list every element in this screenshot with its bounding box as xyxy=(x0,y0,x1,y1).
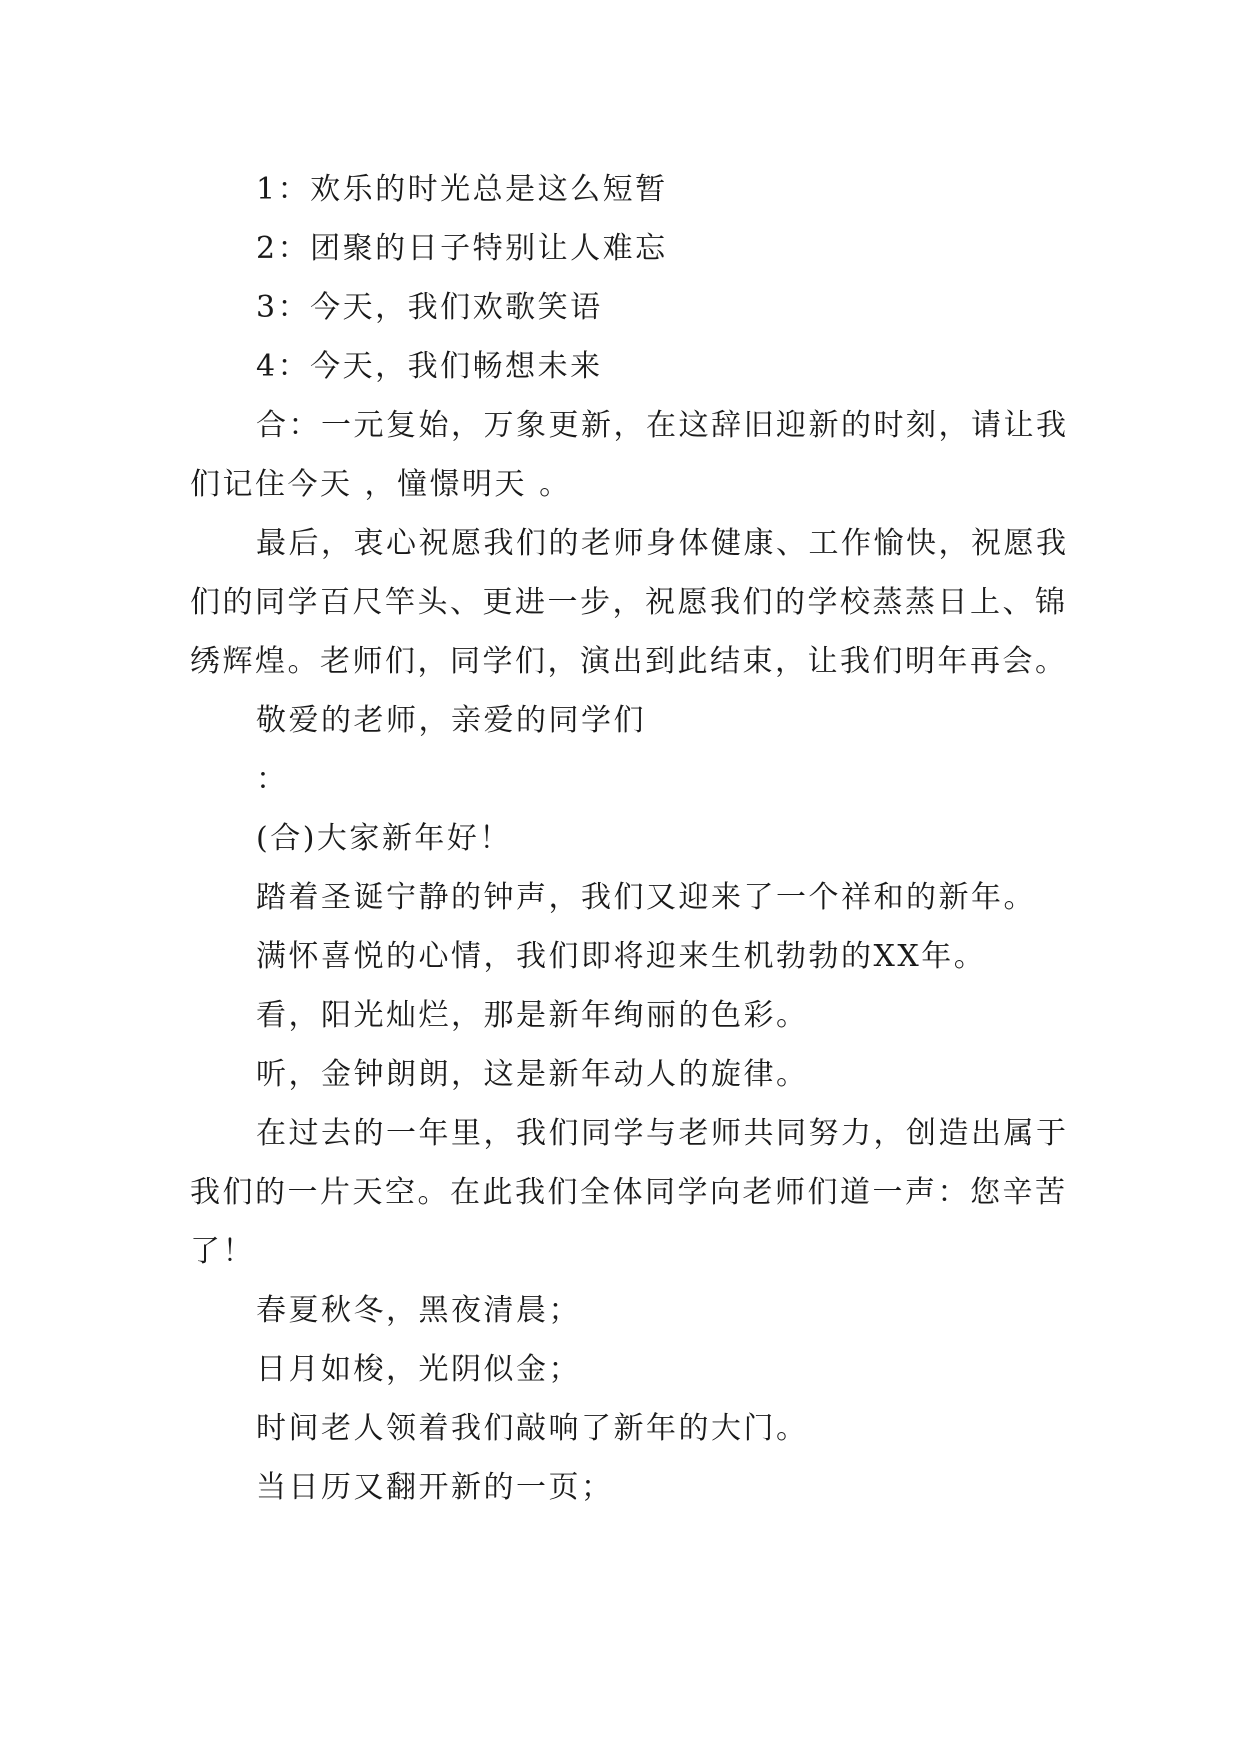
paragraph-sunshine: 看，阳光灿烂，那是新年绚丽的色彩。 xyxy=(256,998,809,1033)
paragraph-past-year: 在过去的一年里，我们同学与老师共同努力，创造出属于我们的一片天空。在此我们全体同学向老师们道一声：您辛苦了！ xyxy=(190,1116,1069,1269)
paragraph-joyful-mood: 满怀喜悦的心情，我们即将迎来生机勃勃的XX年。 xyxy=(256,939,987,974)
paragraph-line-3: 3：今天，我们欢歌笑语 xyxy=(256,290,603,325)
paragraph-golden-bell: 听，金钟朗朗，这是新年动人的旋律。 xyxy=(256,1057,809,1092)
paragraph-greeting: (合)大家新年好！ xyxy=(256,821,512,856)
paragraph-time-flies: 日月如梭，光阴似金； xyxy=(256,1352,581,1387)
paragraph-chorus: 合：一元复始，万象更新，在这辞旧迎新的时刻，请让我们记住今天 ，憧憬明天 。 xyxy=(190,408,1069,502)
paragraph-line-1: 1：欢乐的时光总是这么短暂 xyxy=(256,172,668,207)
text-body xyxy=(190,160,1070,1517)
paragraph-colon: ： xyxy=(256,762,289,797)
paragraph-salutation: 敬爱的老师，亲爱的同学们 xyxy=(256,703,646,738)
paragraph-line-2: 2：团聚的日子特别让人难忘 xyxy=(256,231,668,266)
paragraph-seasons: 春夏秋冬，黑夜清晨； xyxy=(256,1293,581,1328)
paragraph-new-year-door: 时间老人领着我们敲响了新年的大门。 xyxy=(256,1411,809,1446)
paragraph-closing-wishes: 最后，衷心祝愿我们的老师身体健康、工作愉快，祝愿我们的同学百尺竿头、更进一步，祝愿我们的学校蒸蒸日上、锦绣辉煌。老师们，同学们，演出到此结束，让我们明年再会。 xyxy=(190,526,1069,679)
paragraph-line-4: 4：今天，我们畅想未来 xyxy=(256,349,603,384)
paragraph-christmas-bells: 踏着圣诞宁静的钟声，我们又迎来了一个祥和的新年。 xyxy=(256,880,1036,915)
paragraph-calendar-page: 当日历又翻开新的一页； xyxy=(256,1470,614,1505)
